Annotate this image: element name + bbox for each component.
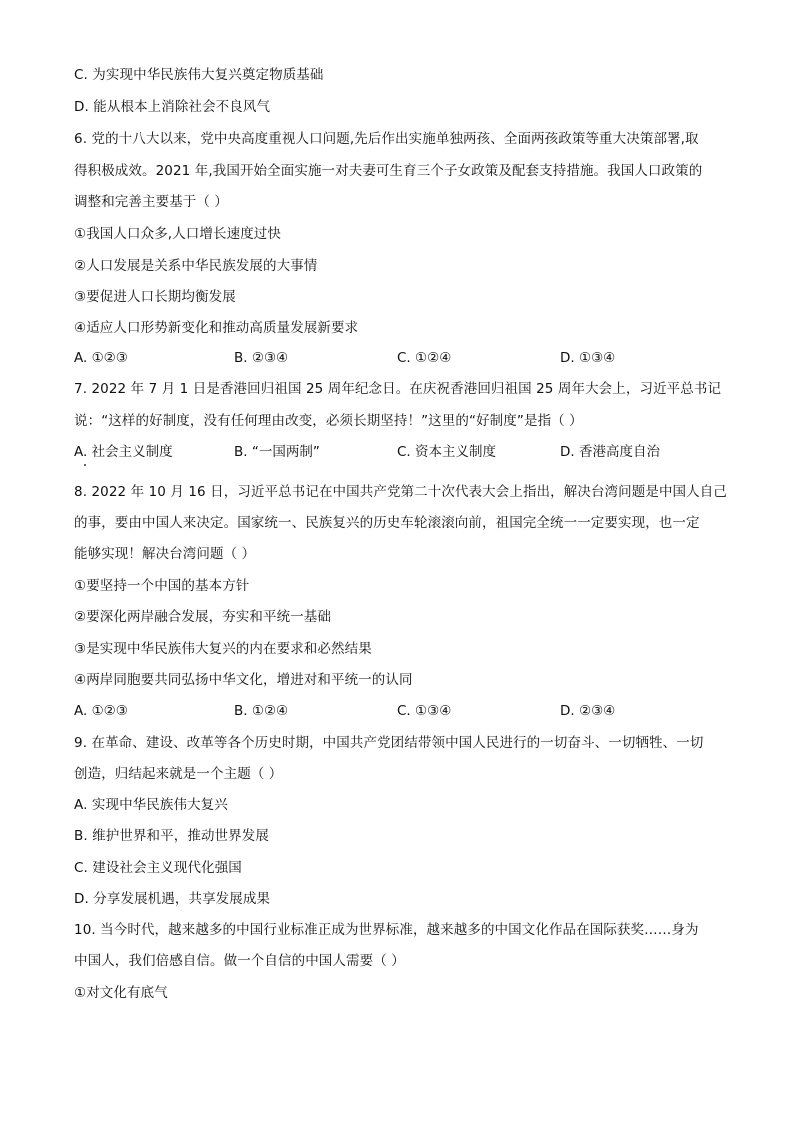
q9-option-d: D. 分享发展机遇，共享发展成果 <box>74 891 271 907</box>
q6-stem-line-2: 得积极成效。2021 年,我国开始全面实施一对夫妻可生育三个子女政策及配套支持措施。我国人口政策的 <box>74 163 703 179</box>
q6-statement-4: ④适应人口形势新变化和推动高质量发展新要求 <box>74 320 359 336</box>
stray-dot <box>84 464 86 466</box>
q6-options <box>74 348 720 368</box>
q6-option-a: A. ①②③ <box>74 350 128 366</box>
q8-stem-line-1: 8. 2022 年 10 月 16 日，习近平总书记在中国共产党第二十次代表大会上指出，解决台湾问题是中国人自己 <box>74 484 727 500</box>
q8-options <box>74 701 720 721</box>
q8-statement-3: ③是实现中华民族伟大复兴的内在要求和必然结果 <box>74 641 372 657</box>
q6-option-c: C. ①②④ <box>397 350 452 366</box>
q6-stem-line-1: 6. 党的十八大以来，党中央高度重视人口问题,先后作出实施单独两孩、全面两孩政策等重大决策部署,取 <box>74 131 699 147</box>
q8-option-b: B. ①②④ <box>234 703 289 719</box>
q6-stem-line-3: 调整和完善主要基于（ ） <box>74 194 228 210</box>
q8-statement-4: ④两岸同胞要共同弘扬中华文化，增进对和平统一的认同 <box>74 672 413 688</box>
q9-stem-line-2: 创造，归结起来就是一个主题（ ） <box>74 766 283 782</box>
q8-option-d: D. ②③④ <box>560 703 616 719</box>
q6-statement-1: ①我国人口众多,人口增长速度过快 <box>74 226 281 242</box>
q8-option-a: A. ①②③ <box>74 703 128 719</box>
q5-option-c: C. 为实现中华民族伟大复兴奠定物质基础 <box>74 67 324 83</box>
q7-options <box>74 442 720 462</box>
q7-option-c: C. 资本主义制度 <box>397 444 497 460</box>
q6-option-d: D. ①③④ <box>560 350 616 366</box>
q9-option-c: C. 建设社会主义现代化强国 <box>74 860 242 876</box>
q9-option-a: A. 实现中华民族伟大复兴 <box>74 797 228 813</box>
q8-stem-line-3: 能够实现！解决台湾问题（ ） <box>74 546 256 562</box>
q7-stem-line-2: 说：“这样的好制度，没有任何理由改变，必须长期坚持！”这里的“好制度”是指（ ） <box>74 413 583 429</box>
q8-option-c: C. ①③④ <box>397 703 452 719</box>
q5-option-d: D. 能从根本上消除社会不良风气 <box>74 99 271 115</box>
q9-option-b: B. 维护世界和平，推动世界发展 <box>74 828 269 844</box>
q7-option-a: A. 社会主义制度 <box>74 444 173 460</box>
q10-stem-line-1: 10. 当今时代，越来越多的中国行业标准正成为世界标准，越来越多的中国文化作品在国际获奖……身为 <box>74 922 699 938</box>
q7-option-d: D. 香港高度自治 <box>560 444 660 460</box>
q6-option-b: B. ②③④ <box>234 350 289 366</box>
q7-stem-line-1: 7. 2022 年 7 月 1 日是香港回归祖国 25 周年纪念日。在庆祝香港回归祖国 25 周年大会上，习近平总书记 <box>74 381 722 397</box>
q9-stem-line-1: 9. 在革命、建设、改革等各个历史时期，中国共产党团结带领中国人民进行的一切奋斗、一切牺牲、一切 <box>74 735 704 751</box>
q6-statement-3: ③要促进人口长期均衡发展 <box>74 289 236 305</box>
q6-statement-2: ②人口发展是关系中华民族发展的大事情 <box>74 258 318 274</box>
q10-statement-1: ①对文化有底气 <box>74 985 168 1001</box>
q10-stem-line-2: 中国人，我们倍感自信。做一个自信的中国人需要（ ） <box>74 953 405 969</box>
q8-statement-1: ①要坚持一个中国的基本方针 <box>74 578 250 594</box>
q8-stem-line-2: 的事，要由中国人来决定。国家统一、民族复兴的历史车轮滚滚向前，祖国完全统一一定要实现，也一定 <box>74 515 700 531</box>
q8-statement-2: ②要深化两岸融合发展，夯实和平统一基础 <box>74 609 332 625</box>
q7-option-b: B. “一国两制” <box>234 444 320 460</box>
